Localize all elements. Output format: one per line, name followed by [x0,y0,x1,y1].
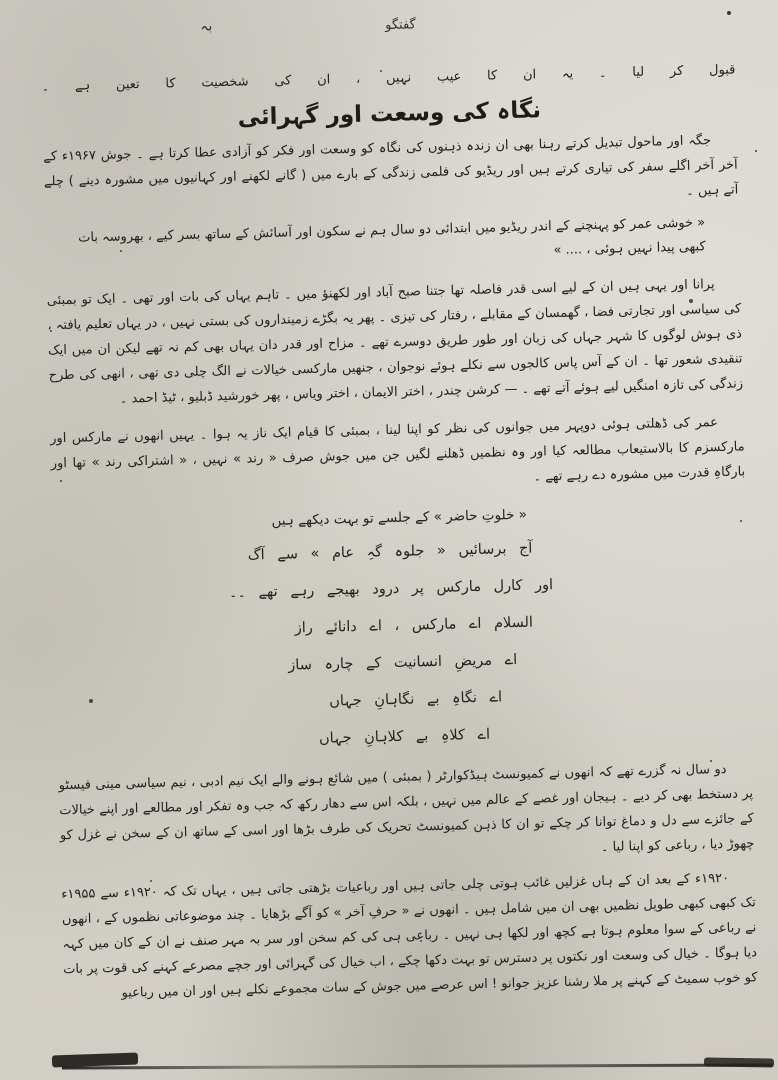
scan-edge-streak [62,1063,772,1069]
verse-line: اے مریضِ انسانیت کے چارہ ساز [288,652,518,674]
page-title: نگاہ کی وسعت اور گہرائی [237,97,542,131]
page-number: بہ [199,18,213,35]
paragraph-1: جگہ اور ماحول تبدیل کرتے رہنا بھی ان زندہ ذہنوں کی نگاہ کو وسعت اور فکر کو آزادی عطا کرتا ہے ۔ جوش ۱۹۶۷ء کے آخر آخر اگلے سفر کی تیاری کرتے ہیں اور ریڈیو کی فلمی زندگی کے بارے میں ( گانے لکھنے اور کہانیوں میں مشورہ دینے ) چلے آتے ہیں ۔ [43,133,739,199]
paragraph-5: ۱۹۲۰ء کے بعد ان کے ہاں غزلیں غائب ہوتی چلی جاتی ہیں اور رباعیات بڑھتی جاتی ہیں ، یہاں تک کہ ۱۹۲۰ء سے ۱۹۵۵ء تک کبھی کبھی طویل نظمیں بھی ان میں شامل ہیں ۔ انھوں نے « حرفِ آخر » کو آگے بڑھایا ۔ چند موضوعاتی نظموں کے ، انھوں نے رباعی کے سوا معلوم ہوتا ہے کچھ اور لکھا ہی نہیں ۔ رباعی ہی کی کم سخن اور سر بہ مہر صنف نے ان کے کان میں کہہ دیا ہوگا ۔ خیال کی وسعت اور نکتوں پر دسترس تو بہت دکھا چکے ، اب خیال کی گہرائی اور جچے مصرعے کہنے کی قوت پر بات کو خوب سمیٹ کے کہنے پر ملا رشنا عزیز جوانو ! اس عرصے میں جوش کے سات مجموعے نکلے ہیں اور ان میں رباعیو [61,870,758,1001]
intro-line: قبول کر لیا ۔ یہ ان کا عیب نہیں ، ان کی شخصیت کا تعین ہے ۔ [41,62,736,95]
verse-line: آج برسائیں « جلوہ گہِ عام » سے آگ [247,540,533,564]
header-word: گفتگو [385,17,416,34]
scan-blob-left [52,1053,138,1068]
ink-specks [0,0,2,2]
paragraph-4: دو سال نہ گزرے تھے کہ انھوں نے کمیونسٹ ہیڈکوارٹر ( بمبئی ) میں شائع ہونے والے ایک نیم ادبی ، نیم سیاسی مینی فیسٹو پر دستخط بھی کر دیے ۔ ہیجان اور غصے کے عالم میں نہیں ، بلکہ اس سے دھار رکھ کہ جب وہ تفکر اور مطالعے اور اپنے خیالات کے جائزے سے دل و دماغ توانا کر چکے تو ان کا ذہن کمیونسٹ تحریک کی طرف بڑھا اور اسی کے ساتھ ان کے سخن نے غزل کو چھوڑ دیا ، رباعی کو اپنا لیا ۔ [58,761,755,856]
quote-paragraph: « خوشی عمر کو پہنچنے کے اندر ریڈیو میں ابتدائی دو سال ہم نے سکون اور آسائش کے ساتھ بسر کیے ، بھروسہ بات کبھی پیدا نہیں ہوئی ، .... » [77,215,706,258]
page-content [40,10,759,1063]
scan-blob-right [704,1057,774,1067]
running-header [40,10,734,51]
verse-line: السلام اے مارکس ، اے دانائے راز [294,614,534,637]
verse-line: اے کلاہِ بے کلاہانِ جہاں [318,726,491,747]
paragraph-2: پرانا اور یہی ہیں ان کے لیے اسی قدر فاصلہ تھا جتنا صبح آباد اور لکھنؤ میں ۔ تاہم یہاں کی بات اور تھی ۔ ایک تو بمبئی کی سیاسی اور تجارتی فضا ، گھمسان کے مقابلے ، رفتار کی تیزی ۔ پھر یہ بگڑے زمینداروں کی بستی نہیں ، در یہاں تعلیم یافتہ ، ذی ہوش لوگوں کا شہر جہاں کی زبان اور طور طریق دوسرے تھے ۔ مزاح اور قدر دان یہاں بھی کم نہ تھے لیکن ان میں ایک تنقیدی شعور تھا ۔ ان کے آس پاس کالجوں سے نکلے ہوئے نوجوان ، جنھیں مارکسی خیالات نے الگ چلی دی تھی ، انھی کی طرح زندگی کی تازہ امنگیں لیے ہوئے آتے تھے ۔ — کرشن چندر ، اختر الایمان ، اختر ویاس ، پھر خورشید ڈبلیو ، ٹیڈ احمد ۔ [46,277,744,407]
verse-line: اے نگاہِ بے نگاہانِ جہاں [329,689,503,710]
center-line: « خلوتِ حاضر » کے جلسے تو بہت دیکھے ہیں [271,506,528,529]
verse-block [53,528,752,760]
paragraph-3: عمر کی ڈھلتی ہوئی دوپہر میں جوانوں کی نظر کو اپنا لینا ، بمبئی کا قیام ایک ناز یہ ہوا ۔ یہیں انھوں نے مارکس اور مارکسزم کا بالاستیعاب مطالعہ کیا اور وہ نظمیں ڈھلنے لگیں جن میں جوش صرف « رند » نہیں ، « اشتراکی رند » تھا اور بارگاہِ قدرت میں مشورہ دے رہے تھے ۔ [49,415,746,485]
verse-line: اور کارل مارکس پر درود بھیجے رہے تھے ۔۔ [228,577,554,602]
